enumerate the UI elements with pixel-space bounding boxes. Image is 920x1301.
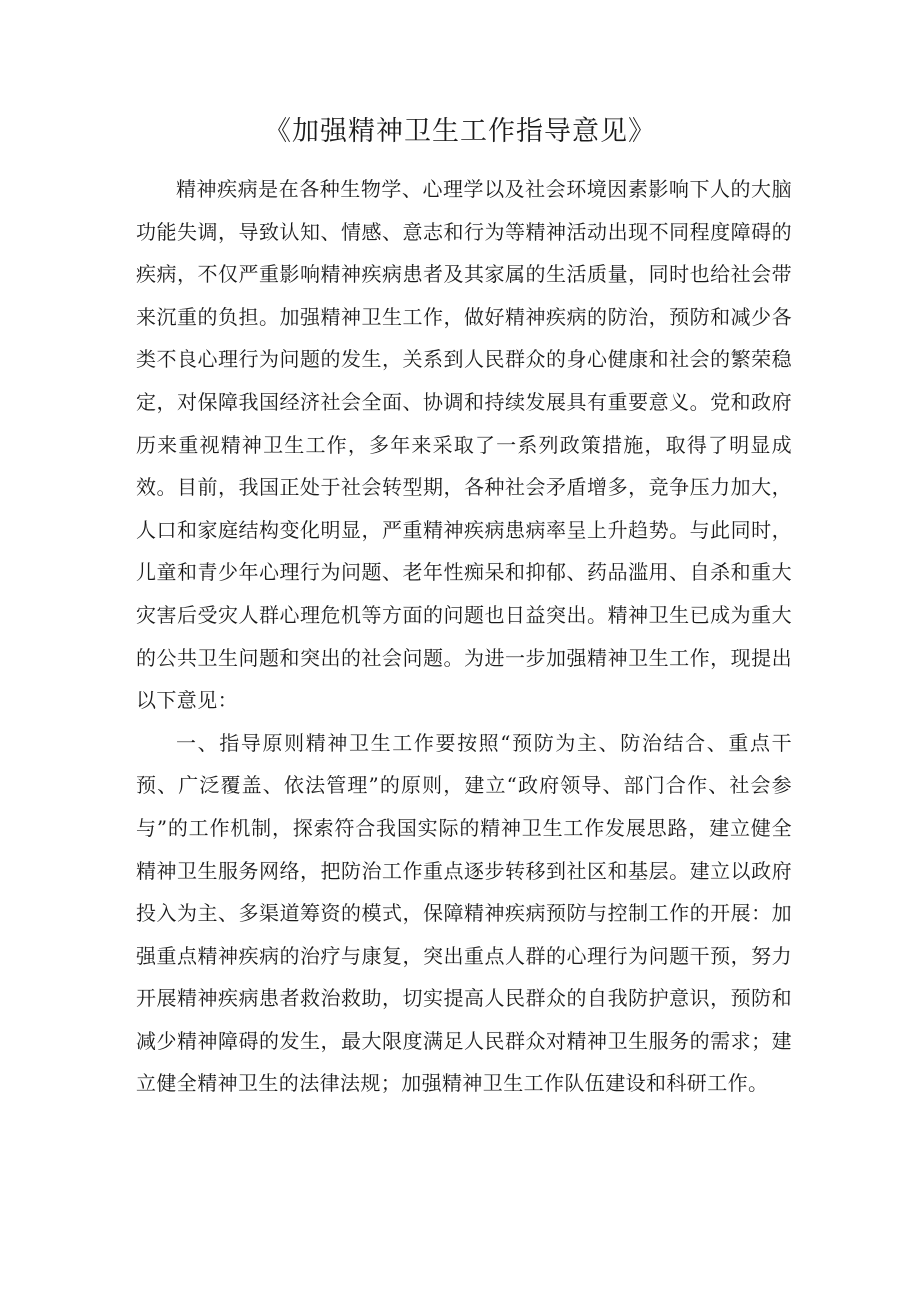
paragraph-guiding-principles: 一、指导原则精神卫生工作要按照“预防为主、防治结合、重点干预、广泛覆盖、依法管理”的原则，建立“政府领导、部门合作、社会参与”的工作机制，探索符合我国实际的精神卫生工作发展思路，建立健全精神卫生服务网络，把防治工作重点逐步转移到社区和基层。建立以政府投入为主、多渠道筹资的模式，保障精神疾病预防与控制工作的开展：加强重点精神疾病的治疗与康复，突出重点人群的心理行为问题干预，努力开展精神疾病患者救治救助，切实提高人民群众的自我防护意识，预防和减少精神障碍的发生，最大限度满足人民群众对精神卫生服务的需求；建立健全精神卫生的法律法规；加强精神卫生工作队伍建设和科研工作。 xyxy=(136,730,792,1096)
document-body xyxy=(136,168,792,1105)
paragraph-intro: 精神疾病是在各种生物学、心理学以及社会环境因素影响下人的大脑功能失调，导致认知、情感、意志和行为等精神活动出现不同程度障碍的疾病，不仅严重影响精神疾病患者及其家属的生活质量，同时也给社会带来沉重的负担。加强精神卫生工作，做好精神疾病的防治，预防和减少各类不良心理行为问题的发生，关系到人民群众的身心健康和社会的繁荣稳定，对保障我国经济社会全面、协调和持续发展具有重要意义。党和政府历来重视精神卫生工作，多年来采取了一系列政策措施，取得了明显成效。目前，我国正处于社会转型期，各种社会矛盾增多，竞争压力加大，人口和家庭结构变化明显，严重精神疾病患病率呈上升趋势。与此同时，儿童和青少年心理行为问题、老年性痴呆和抑郁、药品滥用、自杀和重大灾害后受灾人群心理危机等方面的问题也日益突出。精神卫生已成为重大的公共卫生问题和突出的社会问题。为进一步加强精神卫生工作，现提出以下意见： xyxy=(136,177,792,713)
document-title: 《加强精神卫生工作指导意见》 xyxy=(264,116,656,147)
